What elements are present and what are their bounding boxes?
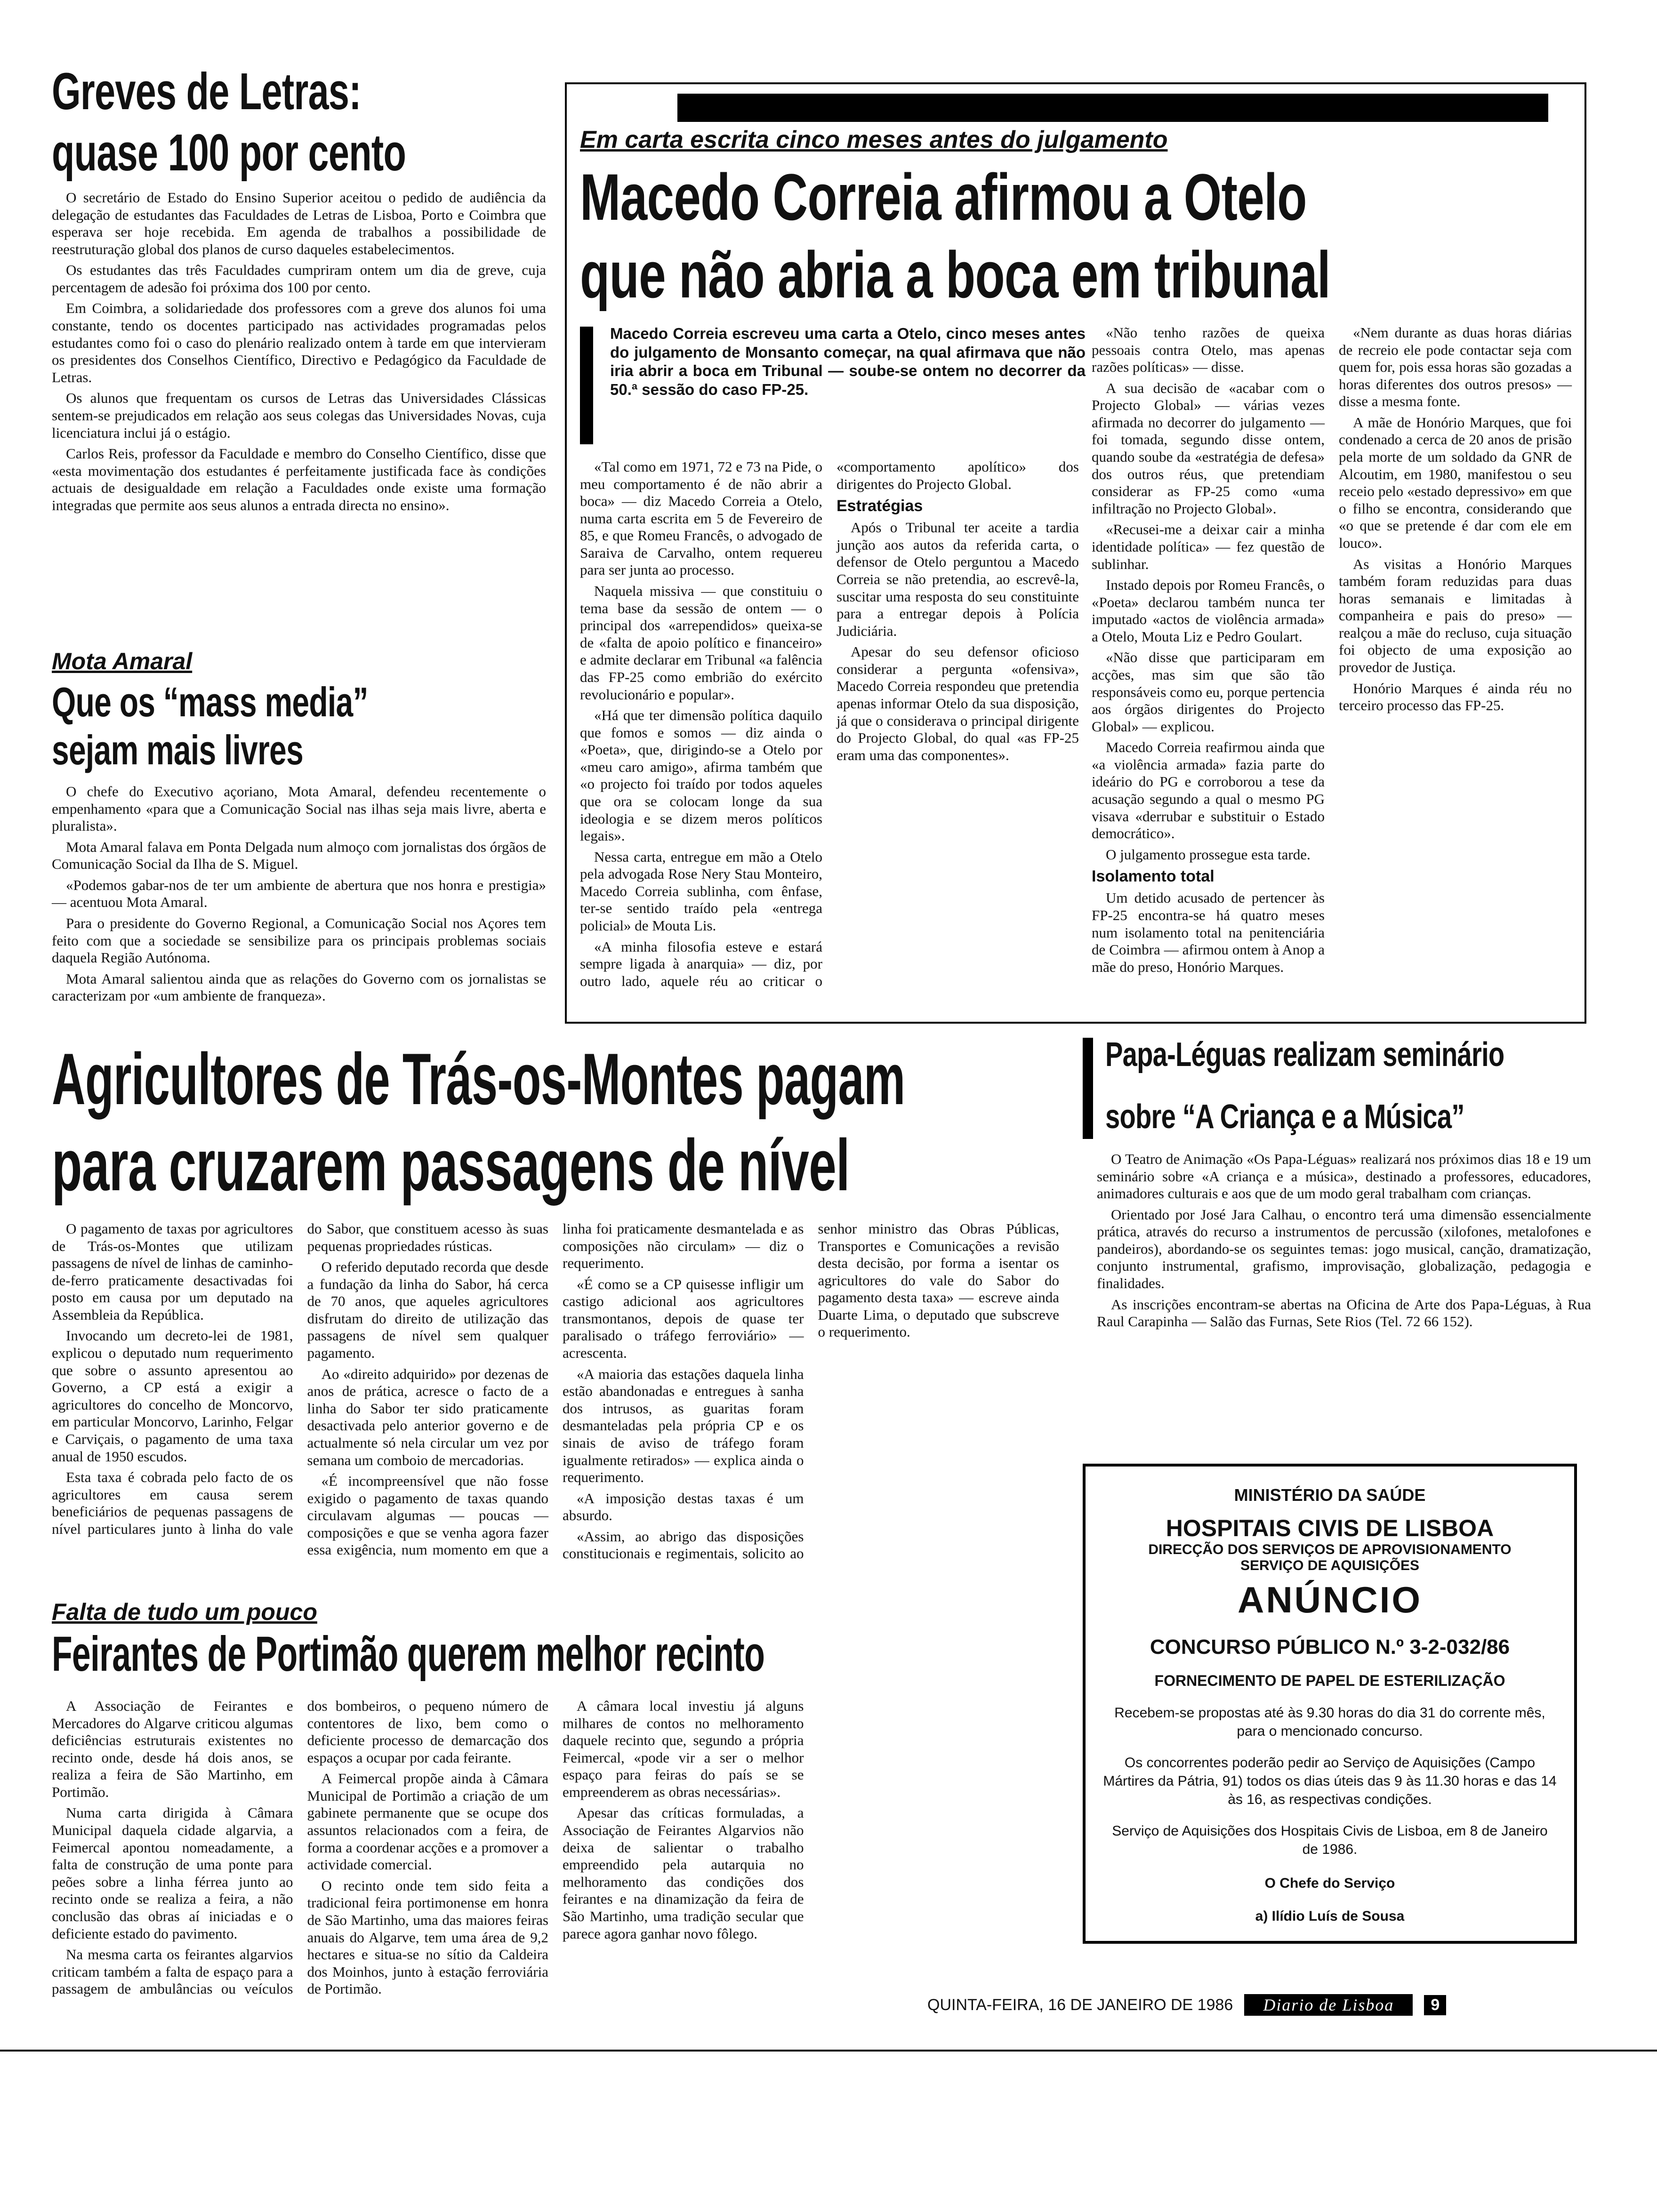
- article-greves: [52, 63, 546, 518]
- paragraph: Invocando um decreto-lei de 1981, explicou o deputado num requerimento que sobre o assunto apresentou ao Governo, a CP está a exigir a agricultores do concelho de Moncorvo, em particular Moncorvo, Larinho, Felgar e Carviçais, o pagamento de uma taxa anual de 1950 escudos.: [52, 1327, 293, 1465]
- kicker-mota-amaral: Mota Amaral: [52, 648, 193, 674]
- paragraph: «Tal como em 1971, 72 e 73 na Pide, o meu comportamento é de não abrir a boca» — diz Macedo Correia a Otelo, numa carta escrita em 5 de Fevereiro de 85, e que Romeu Francês, o advogado de Saraiva de Carvalho, ontem requereu para ser junta ao processo.: [580, 458, 822, 578]
- paragraph: Esta taxa é cobrada pelo facto de os agricultores em causa serem beneficiários de pequenas passagens de nível particulares junto à linha do vale do Sabor, que constituem acesso às suas pequenas propriedades rústicas.: [52, 1220, 548, 1537]
- paragraph: O recinto onde tem sido feita a tradicional feira portimonense em honra de São Martinho, uma das maiores feiras anuais do Algarve, tem uma área de 9,2 hectares e situa-se no sítio da Caldeira dos Moinhos, junto à estação ferroviária de Portimão.: [307, 1877, 548, 1997]
- paragraph: As visitas a Honório Marques também foram reduzidas para duas horas semanais e limitadas à companheira e pais do preso» — realçou a mãe do recluso, cuja situação foi objecto de uma exposição ao provedor de Justiça.: [1339, 555, 1572, 675]
- paragraph: «Assim, ao abrigo das disposições constitucionais e regimentais, solicito ao senhor ministro das Obras Públicas, Transportes e Comunicações a revisão desta decisão, por forma a isentar os agricultores do vale do Sabor do pagamento desta taxa» — escreve ainda Duarte Lima, o deputado que subscreve o requerimento.: [563, 1220, 1059, 1562]
- ad-text-conditions: Os concorrentes poderão pedir ao Serviço de Aquisições (Campo Mártires da Pátria, 91) todos os dias úteis das 9 às 11.30 horas e das 14 às 16, as respectivas condições.: [1103, 1755, 1557, 1807]
- paragraph: Instado depois por Romeu Francês, o «Poeta» declarou também nunca ter imputado «actos de violência armada» a Otelo, Mouta Liz e Pedro Goulart.: [1092, 577, 1325, 645]
- ad-text-date: Serviço de Aquisições dos Hospitais Civis de Lisboa, em 8 de Janeiro de 1986.: [1112, 1823, 1548, 1857]
- paragraph: «A imposição destas taxas é um absurdo.: [563, 1490, 804, 1524]
- paragraph: Para o presidente do Governo Regional, a Comunicação Social nos Açores tem feito com que a sociedade se sensibilize para os principais problemas sociais daquela Região Autónoma.: [52, 915, 546, 966]
- paragraph: Nessa carta, entregue em mão a Otelo pela advogada Rose Nery Stau Monteiro, Macedo Correia sublinha, com ênfase, ter-se sentido traído pela «entrega policial» de Mouta Lis.: [580, 848, 822, 934]
- headline-macedo-line2: que não abria a boca em tribunal: [580, 238, 1331, 312]
- papa-body: [1083, 1151, 1591, 1330]
- paragraph: «Recusei-me a deixar cair a minha identidade política» — fez questão de sublinhar.: [1092, 521, 1325, 572]
- paragraph: A sua decisão de «acabar com o Projecto Global» — várias vezes afirmada no decorrer do julgamento — foi tomada, segundo disse ontem, quando soube da «estratégia de defesa» dos outros réus, que pretendiam considerar as FP-25 como «uma infiltração no Projecto Global».: [1092, 379, 1325, 517]
- paragraph: Ao «direito adquirido» por dezenas de anos de prática, acresce o facto de a linha do Sabor ter sido praticamente desactivada pelo anterior governo e de actualmente só nela circular um vez por semana um comboio de mercadorias.: [307, 1365, 548, 1468]
- mota-body: [52, 783, 546, 1005]
- feirantes-body: [52, 1698, 1059, 2008]
- macedo-body-right: [1092, 324, 1572, 1011]
- macedo-body-left: [580, 458, 1079, 1009]
- ad-ministry: MINISTÉRIO DA SAÚDE: [1234, 1485, 1426, 1505]
- paragraph: «É incompreensível que não fosse exigido o pagamento de taxas quando circulavam algumas — poucas — composições e que se venha agora fazer essa exigência, num momento em que a linha foi praticamente desmantelada e as composições não circulam» — diz o requerimento.: [307, 1220, 804, 1558]
- paragraph: Em Coimbra, a solidariedade dos professores com a greve dos alunos foi uma constante, tendo os docentes participado nas actividades programadas pelos estudantes como foi o caso do plenário realizado ontem à tarde em que intervieram os presidentes dos Conselhos Científico, Directivo e Pedagógico da Faculdade de Letras.: [52, 300, 546, 385]
- paragraph: «É como se a CP quisesse infligir um castigo adicional aos agricultores transmontanos, depois de quase ter paralisado o tráfego ferroviário» — acrescenta.: [563, 1275, 804, 1362]
- paragraph: Apesar das críticas formuladas, a Associação de Feirantes Algarvios não deixa de salientar o trabalho empreendido pela autarquia no melhoramento das condições dos feirantes e na dinamização da feira de São Martinho, uma tradição secular que parece agora ganhar novo fôlego.: [563, 1804, 804, 1942]
- paragraph: A mãe de Honório Marques, que foi condenado a cerca de 20 anos de prisão pela morte de um soldado da GNR de Alcoutim, em 1980, manifestou o seu receio pelo «estado depressivo» em que o filho se encontra, considerando que «o que se pretende é dar com ele em louco».: [1339, 414, 1572, 551]
- article-agricultores: [52, 1038, 1073, 1569]
- paragraph: «Nem durante as duas horas diárias de recreio ele pode contactar seja com quem for, pois essa horas são gozadas a horas diferentes dos outros presos» — disse a mesma fonte.: [1339, 324, 1572, 410]
- paragraph: «Não disse que participaram em acções, mas sim que são tão responsáveis como eu, porque pertencia aos órgãos dirigentes do Projecto Global» — explicou.: [1092, 649, 1325, 735]
- greves-body: [52, 189, 546, 514]
- paragraph: «Há que ter dimensão política daquilo que fomos e somos — diz ainda o «Poeta», que, dirigindo-se a Otelo por «meu caro amigo», afirma também que «o projecto foi traído por todos aqueles que ora se colocam longe da sua ideologia e se dizem meros políticos legais».: [580, 707, 822, 844]
- paragraph: Um detido acusado de pertencer às FP-25 encontra-se há quatro meses num isolamento total na penitenciária de Coimbra — afirmou ontem à Anop a mãe do preso, Honório Marques.: [1092, 890, 1325, 975]
- headline-papa-line1: Papa-Léguas realizam seminário: [1105, 1036, 1504, 1074]
- advertisement-hospitais: [1083, 1464, 1577, 1944]
- paragraph: O chefe do Executivo açoriano, Mota Amaral, defendeu recentemente o empenhamento «para que a Comunicação Social nas ilhas seja mais livre, aberta e pluralista».: [52, 783, 546, 834]
- ad-signature-title: O Chefe do Serviço: [1264, 1875, 1395, 1891]
- subhead-isolamento: Isolamento total: [1092, 867, 1215, 886]
- paragraph: Mota Amaral falava em Ponta Delgada num almoço com jornalistas dos órgãos de Comunicação Social da Ilha de S. Miguel.: [52, 838, 546, 873]
- footer-divider: [0, 2050, 1657, 2052]
- macedo-lead: Macedo Correia escreveu uma carta a Otelo, cinco meses antes do julgamento de Monsanto começar, na qual afirmava que não iria abrir a boca em Tribunal — soube-se ontem no decorrer da 50.ª sessão do caso FP-25.: [610, 325, 1086, 398]
- paragraph: O julgamento prossegue esta tarde.: [1106, 846, 1311, 863]
- page-footer: [927, 1991, 1586, 2019]
- article-feirantes: [52, 1600, 1073, 2008]
- paragraph: Na mesma carta os feirantes algarvios criticam também a falta de espaço para a passagem de ambulâncias ou veículos dos bombeiros, o pequeno número de contentores de lixo, bem como o deficiente processo de demarcação dos espaços a ocupar por cada feirante.: [52, 1698, 548, 1997]
- paragraph: Numa carta dirigida à Câmara Municipal daquela cidade algarvia, a Feimercal apontou nomeadamente, a falta de construção de uma ponte para peões sobre a linha férrea junto ao recinto onde se realiza a feira, a não conclusão das obras aí iniciadas e o deficiente estado do pavimento.: [52, 1804, 293, 1942]
- ad-hospitals: HOSPITAIS CIVIS DE LISBOA: [1166, 1515, 1494, 1541]
- headline-greves-line2: quase 100 por cento: [52, 124, 406, 182]
- page-number: 9: [1424, 1995, 1446, 2015]
- headline-feirantes: Feirantes de Portimão querem melhor recinto: [52, 1627, 765, 1682]
- paragraph: Macedo Correia reafirmou ainda que «a violência armada» fazia parte do ideário do PG e corroborou a tese da acusação segundo a qual o mesmo PG visava «derrubar e substituir o Estado democrático».: [1092, 739, 1325, 842]
- headline-mota-line2: sejam mais livres: [52, 727, 303, 773]
- headline-mota-line1: Que os “mass media”: [52, 679, 368, 725]
- paragraph: A câmara local investiu já alguns milhares de contos no melhoramento daquele recinto que, segundo a própria Feimercal, «pode vir a ser o melhor espaço para feiras do país se se empreenderem as obras necessárias».: [563, 1698, 804, 1800]
- paragraph: O secretário de Estado do Ensino Superior aceitou o pedido de audiência da delegação de estudantes das Faculdades de Letras de Lisboa, Porto e Coimbra que esperava ser hoje recebida. Em agenda de trabalhos a possibilidade de reestruturação global dos planos de curso daqueles estabelecimentos.: [52, 189, 546, 257]
- paragraph: Orientado por José Jara Calhau, o encontro terá uma dimensão essencialmente prática, através do recurso a instrumentos de percussão (xilofones, metalofones e pandeiros), abordando-se os seguintes temas: jogo musical, canção, dramatização, conjunto instrumental, grafismo, improvisação, globalização, pedagogia e finalidades.: [1097, 1206, 1591, 1292]
- paragraph: «Podemos gabar-nos de ter um ambiente de abertura que nos honra e prestigia» — acentuou Mota Amaral.: [52, 876, 546, 911]
- paragraph: «Não tenho razões de queixa pessoais contra Otelo, mas apenas razões políticas» — disse.: [1092, 324, 1325, 376]
- paragraph: Os estudantes das três Faculdades cumpriram ontem um dia de greve, cuja percentagem de adesão foi próxima dos 100 por cento.: [52, 262, 546, 296]
- lead-bar: [580, 327, 593, 444]
- footer-date: QUINTA-FEIRA, 16 DE JANEIRO DE 1986: [927, 1996, 1233, 2014]
- paragraph: «A minha filosofia esteve e estará sempre ligada à anarquia» — diz, por outro lado, aquele réu ao criticar o «comportamento apolítico» dos dirigentes do Projecto Global.: [580, 458, 1079, 989]
- paragraph: «A maioria das estações daquela linha estão abandonadas e entregues à sanha dos intrusos, as guaritas foram desmanteladas pela própria CP e os sinais de aviso de tráfego foram igualmente retirados» — explica ainda o requerimento.: [563, 1365, 804, 1486]
- ad-contest: CONCURSO PÚBLICO N.º 3-2-032/86: [1150, 1635, 1510, 1659]
- paragraph: Apesar do seu defensor oficioso considerar a pergunta «ofensiva», Macedo Correia respondeu que pretendia apenas informar Otelo da sua disposição, já que o considerava o principal dirigente do Projecto Global, do qual «as FP-25 eram uma das componentes».: [837, 643, 1079, 763]
- paragraph: A Associação de Feirantes e Mercadores do Algarve criticou algumas deficiências estruturais existentes no recinto onde, desde há dois anos, se realiza a feira de São Martinho, em Portimão.: [52, 1698, 293, 1800]
- paragraph: Os alunos que frequentam os cursos de Letras das Universidades Clássicas sentem-se prejudicados em relação aos seus colegas das Universidades Novas, cuja licenciatura inclui já o estágio.: [52, 390, 546, 441]
- article-macedo-box: [565, 82, 1586, 1024]
- headline-macedo-line1: Macedo Correia afirmou a Otelo: [580, 160, 1307, 234]
- papa-leguas-bar: [1083, 1038, 1093, 1139]
- masthead-logo: Diario de Lisboa: [1244, 1994, 1413, 2016]
- paragraph: Após o Tribunal ter aceite a tardia junção aos autos da referida carta, o defensor de Otelo perguntou a Macedo Correia se não pretendia, ao escrevê-la, suscitar uma resposta do seu constituinte para a entregar depois à Polícia Judiciária.: [837, 519, 1079, 639]
- paragraph: O referido deputado recorda que desde a fundação da linha do Sabor, há cerca de 70 anos, que aqueles agricultores disfrutam do direito de utilização das passagens de nível sem qualquer pagamento.: [307, 1258, 548, 1362]
- paragraph: As inscrições encontram-se abertas na Oficina de Arte dos Papa-Léguas, à Rua Raul Carapinha — Salão das Furnas, Sete Rios (Tel. 72 66 152).: [1097, 1296, 1591, 1330]
- ad-direction: DIRECÇÃO DOS SERVIÇOS DE APROVISIONAMENTO: [1148, 1542, 1512, 1557]
- ad-signature-name: a) Ilídio Luís de Sousa: [1255, 1908, 1405, 1924]
- paragraph: Mota Amaral salientou ainda que as relações do Governo com os jornalistas se caracterizam por «um ambiente de franqueza».: [52, 970, 546, 1004]
- article-mota-amaral: [52, 649, 546, 1009]
- article-papa-leguas: [1083, 1038, 1591, 1334]
- paragraph: Carlos Reis, professor da Faculdade e membro do Conselho Científico, disse que «esta movimentação dos estudantes é perfeitamente justificada face às condições actuais de desigualdade em relação a Faculdades onde existe uma formação integradas que permite aos seus alunos a entrada directa no ensino».: [52, 445, 546, 513]
- headline-papa-line2: sobre “A Criança e a Música”: [1105, 1098, 1464, 1136]
- kicker-feirantes: Falta de tudo um pouco: [52, 1599, 317, 1625]
- headline-agricultores-line2: para cruzarem passagens de nível: [52, 1124, 850, 1206]
- ad-announcement: ANÚNCIO: [1238, 1579, 1422, 1620]
- ad-text-proposals: Recebem-se propostas até às 9.30 horas do dia 31 do corrente mês, para o mencionado concurso.: [1114, 1705, 1545, 1739]
- headline-agricultores-line1: Agricultores de Trás-os-Montes pagam: [52, 1038, 905, 1120]
- paragraph: A Feimercal propõe ainda à Câmara Municipal de Portimão a criação de um gabinete permanente que se ocupe dos assuntos relacionados com a feira, de forma a coordenar acções e a promover a actividade comercial.: [307, 1770, 548, 1873]
- paragraph: O pagamento de taxas por agricultores de Trás-os-Montes que utilizam passagens de nível de linhas de caminho-de-ferro praticamente desactivadas foi posto em causa por um deputado na Assembleia da República.: [52, 1220, 293, 1323]
- paragraph: Honório Marques é ainda réu no terceiro processo das FP-25.: [1339, 680, 1572, 714]
- paragraph: O Teatro de Animação «Os Papa-Léguas» realizará nos próximos dias 18 e 19 um seminário sobre «A criança e a música», destinado a professores, educadores, animadores culturais e aos que de um modo geral trabalham com crianças.: [1097, 1151, 1591, 1202]
- subhead-estrategias: Estratégias: [837, 497, 923, 515]
- ad-supply: FORNECIMENTO DE PAPEL DE ESTERILIZAÇÃO: [1154, 1672, 1505, 1689]
- agricultores-body: [52, 1220, 1059, 1569]
- paragraph: Naquela missiva — que constituiu o tema base da sessão de ontem — o principal dos «arrependidos» queixa-se de «falta de apoio político e financeiro» e admite declarar em Tribunal «a falência das FP-25 como embrião do exército revolucionário e popular».: [580, 583, 822, 703]
- ad-service: SERVIÇO DE AQUISIÇÕES: [1240, 1558, 1420, 1573]
- headline-greves-line1: Greves de Letras:: [52, 63, 361, 120]
- kicker-macedo: Em carta escrita cinco meses antes do julgamento: [580, 126, 1168, 153]
- black-banner: [677, 94, 1548, 122]
